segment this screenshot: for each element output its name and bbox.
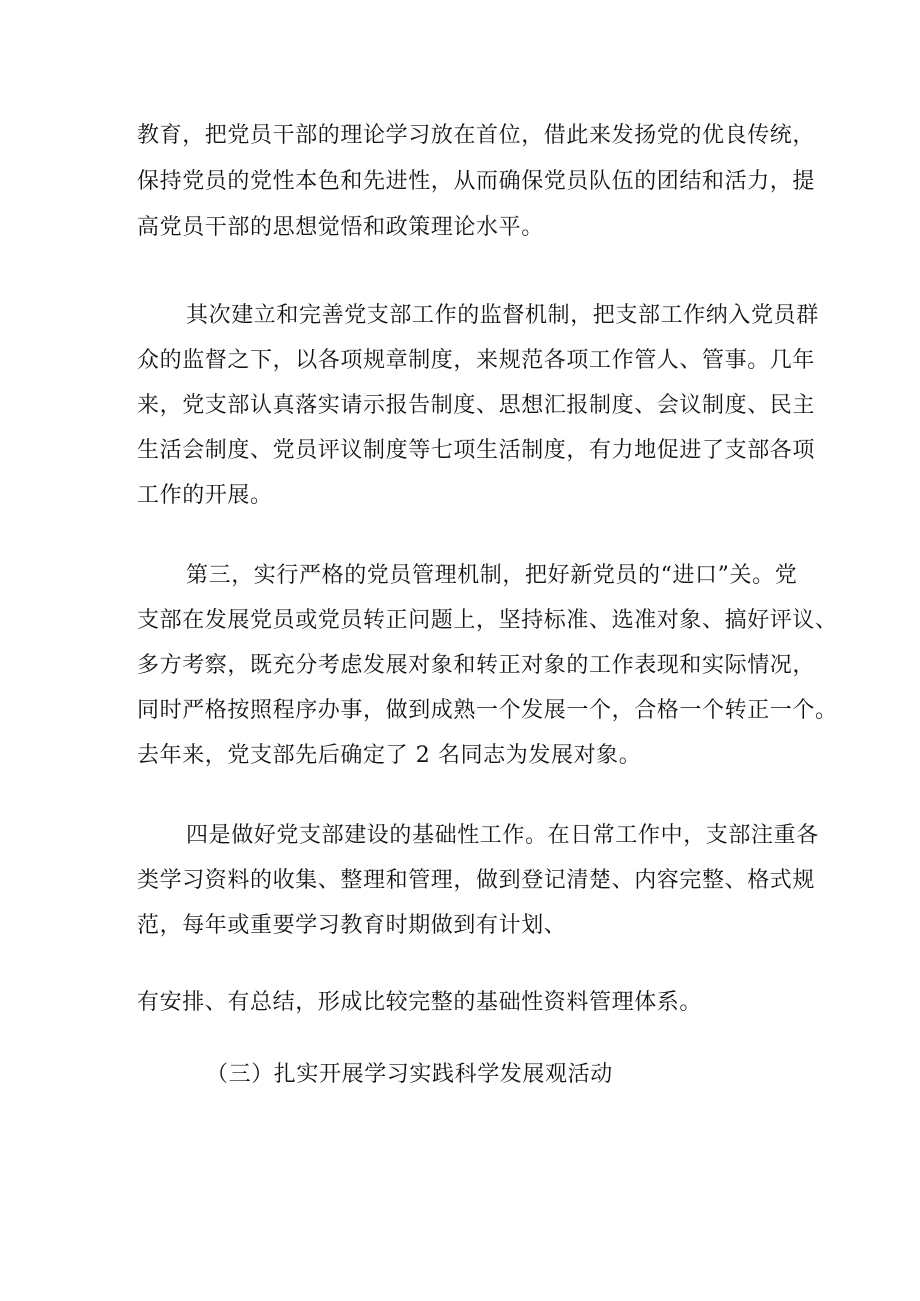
paragraph-1-line-1: 教育，把党员干部的理论学习放在首位，借此来发扬党的优良传统， xyxy=(137,123,816,148)
paragraph-2-line-1: 其次建立和完善党支部工作的监督机制，把支部工作纳入党员群 xyxy=(186,303,819,328)
paragraph-3-line-4: 同时严格按照程序办事，做到成熟一个发展一个，合格一个转正一个。 xyxy=(137,698,838,723)
paragraph-3-line-2: 支部在发展党员或党员转正问题上，坚持标准、选准对象、搞好评议、 xyxy=(137,608,838,633)
paragraph-2-line-3: 来，党支部认真落实请示报告制度、思想汇报制度、会议制度、民主 xyxy=(137,393,816,418)
paragraph-2-line-5: 工作的开展。 xyxy=(137,483,273,508)
paragraph-4-line-2: 类学习资料的收集、整理和管理，做到登记清楚、内容完整、格式规 xyxy=(137,868,816,893)
paragraph-2-line-4: 生活会制度、党员评议制度等七项生活制度，有力地促进了支部各项 xyxy=(137,438,816,463)
paragraph-1-line-3: 高党员干部的思想觉悟和政策理论水平。 xyxy=(137,215,544,240)
paragraph-3-line-1: 第三，实行严格的党员管理机制，把好新党员的“进口”关。党 xyxy=(186,563,798,588)
section-heading: （三）扎实开展学习实践科学发展观活动 xyxy=(206,1062,613,1087)
paragraph-4-line-1: 四是做好党支部建设的基础性工作。在日常工作中，支部注重各 xyxy=(186,823,819,848)
paragraph-1-line-2: 保持党员的党性本色和先进性，从而确保党员队伍的团结和活力，提 xyxy=(137,169,816,194)
paragraph-3-line-5: 去年来，党支部先后确定了 2 名同志为发展对象。 xyxy=(137,743,642,768)
paragraph-2-line-2: 众的监督之下，以各项规章制度，来规范各项工作管人、管事。几年 xyxy=(137,348,816,373)
paragraph-3-line-3: 多方考察，既充分考虑发展对象和转正对象的工作表现和实际情况， xyxy=(137,653,816,678)
paragraph-5-line-1: 有安排、有总结，形成比较完整的基础性资料管理体系。 xyxy=(137,990,703,1015)
paragraph-4-line-3: 范，每年或重要学习教育时期做到有计划、 xyxy=(137,913,567,938)
